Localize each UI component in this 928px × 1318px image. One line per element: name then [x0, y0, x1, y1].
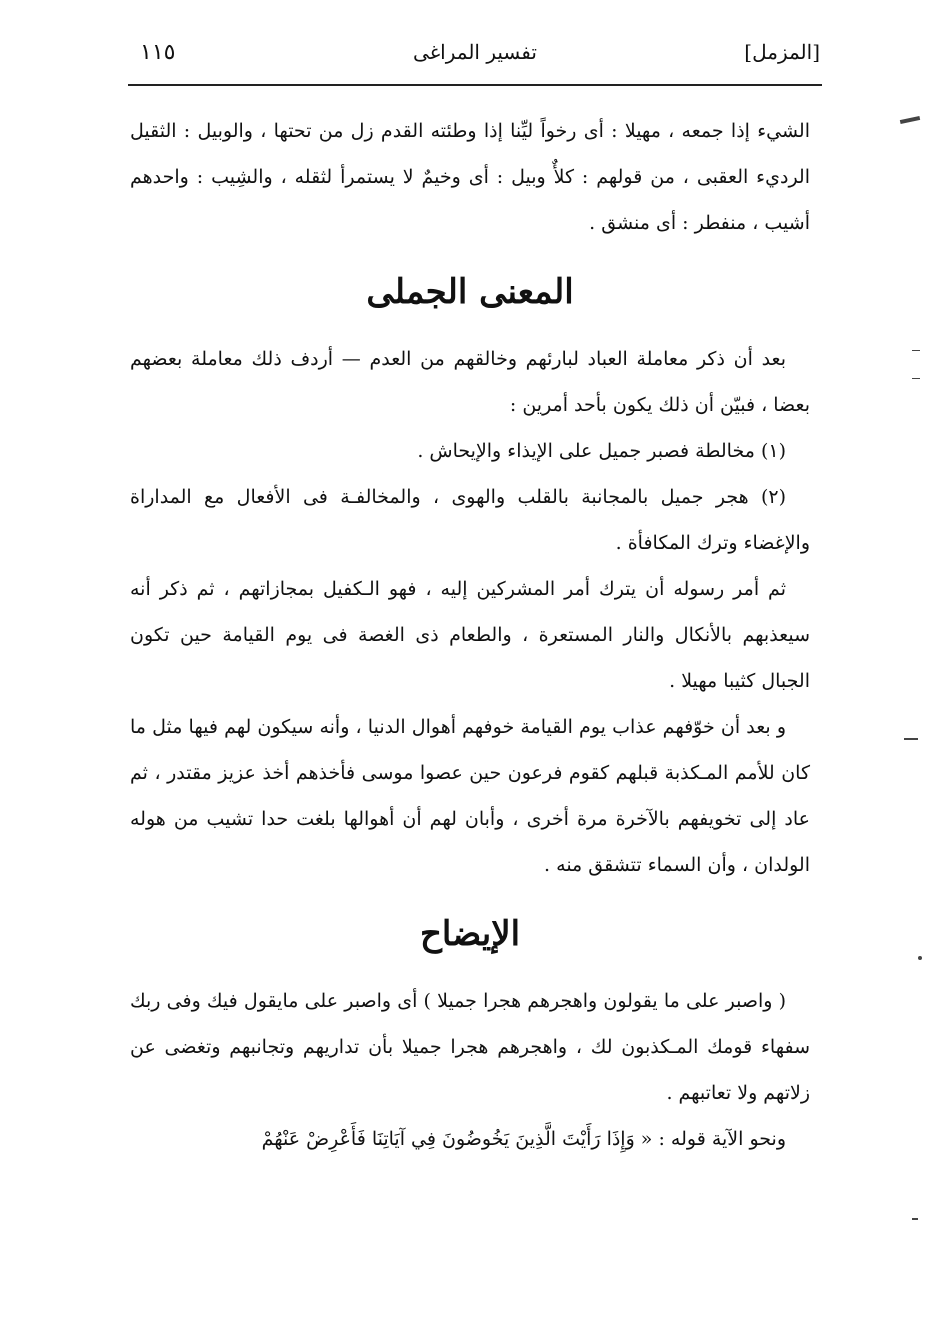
page-header — [130, 30, 820, 86]
chapter-name: [المزمل] — [744, 40, 820, 64]
scan-mark — [904, 738, 918, 740]
page-body — [130, 108, 810, 1162]
intro-paragraph: الشيء إذا جمعه ، مهيلا : أى رخواً ليِّنا إذا وطئته القدم زل من تحتها ، والوبيل : الثقيل الرديء العقبى ، من قولهم : كلأٌ وبيل : أى وخيمٌ لا يستمرأ لثقله ، والشِيب : واحدهم أشيب ، منفطر : أى منشق . — [130, 120, 810, 234]
scan-mark — [912, 378, 920, 379]
scan-mark — [918, 956, 922, 960]
scan-mark — [912, 350, 920, 351]
paragraph: و بعد أن خوّفهم عذاب يوم القيامة خوفهم أهوال الدنيا ، وأنه سيكون لهم فيها مثل ما كان للأمم المـكذبة قبلهم كقوم فرعون حين عصوا موسى فأخذهم أخذ عزيز مقتدر ، ثم عاد إلى تخويفهم بالآخرة مرة أخرى ، وأبان لهم أن أهوالها بلغت حدا تشيب من هوله الولدان ، وأن السماء تتشقق منه . — [130, 716, 810, 876]
paragraph: ثم أمر رسوله أن يترك أمر المشركين إليه ، فهو الـكفيل بمجازاتهم ، ثم ذكر أنه سيعذبهم بالأنكال والنار المستعرة ، والطعام ذى الغصة فى يوم القيامة حين تكون الجبال كثيبا مهيلا . — [130, 578, 810, 692]
book-title: تفسير المراغى — [413, 40, 537, 64]
verse-paragraph: ونحو الآية قوله : « وَإِذَا رَأَيْتَ الَّذِينَ يَخُوضُونَ فِي آيَاتِنَا فَأَعْرِضْ عَنْهُمْ — [261, 1128, 786, 1150]
section-heading-summary: المعنى الجملى — [366, 272, 574, 312]
list-item: (١) مخالطة فصبر جميل على الإيذاء والإيحاش . — [417, 440, 786, 462]
paragraph: بعد أن ذكر معاملة العباد لبارئهم وخالقهم من العدم — أردف ذلك معاملة بعضهم بعضا ، فبيّن أن ذلك يكون بأحد أمرين : — [130, 348, 810, 416]
header-divider — [128, 84, 822, 86]
paragraph: ( واصبر على ما يقولون واهجرهم هجرا جميلا ) أى واصبر على مايقول فيك وفى ربك سفهاء قومك المـكذبون لك ، واهجرهم هجرا جميلا بأن تداريهم وتجانبهم وتغضى عن زلاتهم ولا تعاتبهم . — [130, 990, 810, 1104]
list-item: (٢) هجر جميل بالمجانبة بالقلب والهوى ، والمخالفـة فى الأفعال مع المداراة والإغضاء وترك المكافأة . — [130, 486, 810, 554]
section-heading-explanation: الإيضاح — [419, 914, 521, 954]
page-number: ١١٥ — [140, 40, 176, 65]
scan-mark — [912, 1218, 918, 1220]
scan-mark — [900, 116, 920, 124]
